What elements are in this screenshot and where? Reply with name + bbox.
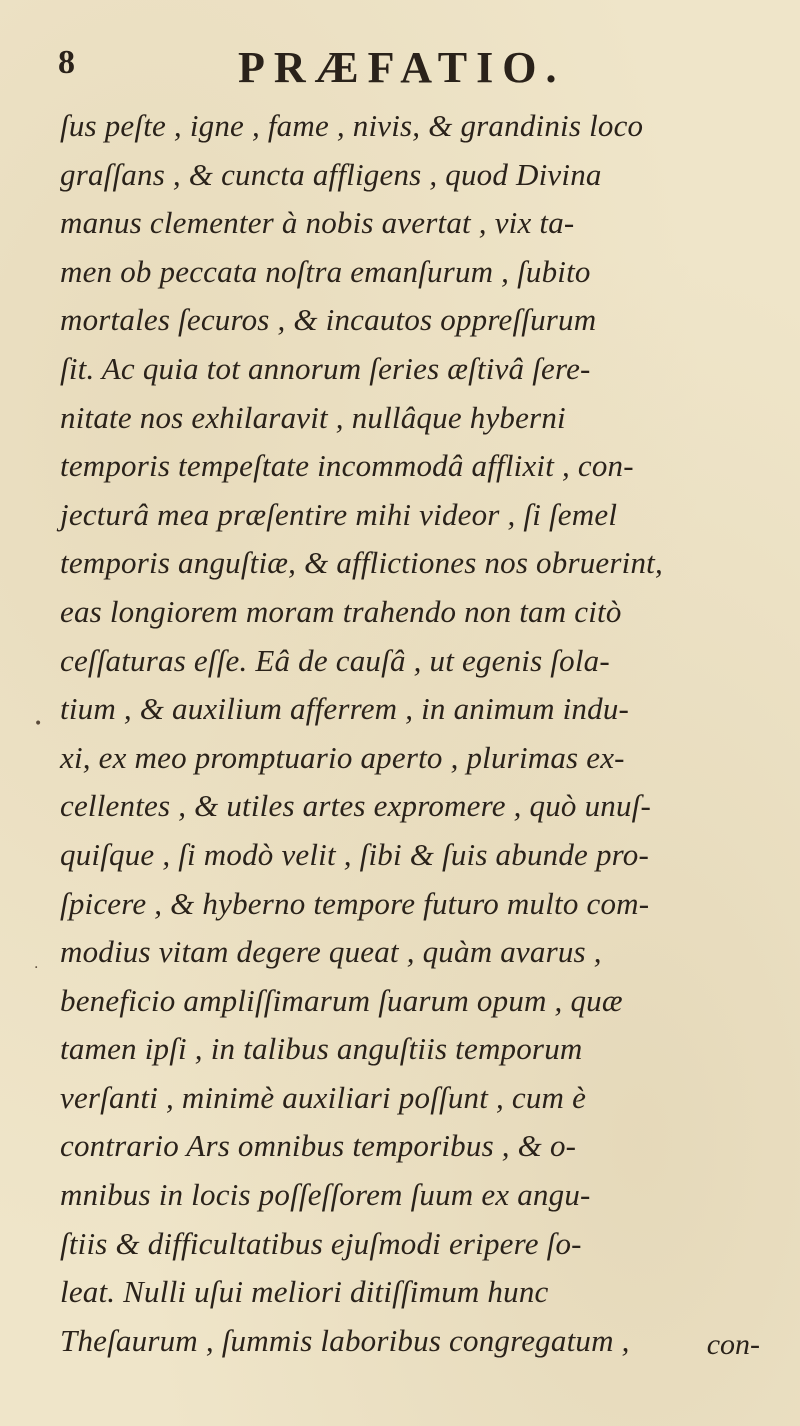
page-number: 8 xyxy=(58,44,76,81)
text-line: ſtiis & difficultatibus ejuſmodi eripere ſo- xyxy=(60,1225,582,1261)
text-line: quiſque , ſi modò velit , ſibi & ſuis abunde pro- xyxy=(60,836,649,872)
body-text xyxy=(60,102,800,1365)
text-line: manus clementer à nobis avertat , vix ta- xyxy=(60,205,575,241)
text-line: ſpicere , & hyberno tempore futuro multo com- xyxy=(60,885,650,921)
text-line: ceſſaturas eſſe. Eâ de cauſâ , ut egenis ſola- xyxy=(60,642,610,678)
margin-dot-mark: · xyxy=(34,960,39,976)
text-line: contrario Ars omnibus temporibus , & o- xyxy=(60,1128,577,1164)
text-line: cellentes , & utiles artes expromere , quò unuſ- xyxy=(60,788,652,824)
text-line: xi, ex meo promptuario aperto , plurimas ex- xyxy=(60,739,625,775)
text-line: verſanti , minimè auxiliari poſſunt , cum è xyxy=(60,1079,587,1115)
text-line: eas longiorem moram trahendo non tam citò xyxy=(60,593,622,629)
text-line: mnibus in locis poſſeſſorem ſuum ex angu- xyxy=(60,1177,591,1213)
text-line: temporis anguſtiæ, & afflictiones nos obruerint, xyxy=(60,545,663,581)
text-line: jecturâ mea præſentire mihi videor , ſi ſemel xyxy=(60,496,618,532)
text-line: mortales ſecuros , & incautos oppreſſurum xyxy=(60,302,597,338)
text-line: temporis tempeſtate incommodâ afflixit , con- xyxy=(60,448,634,484)
text-line: modius vitam degere queat , quàm avarus , xyxy=(60,934,602,970)
page-header xyxy=(58,36,760,96)
text-line: leat. Nulli uſui meliori ditiſſimum hunc xyxy=(60,1274,549,1310)
catchword: con- xyxy=(706,1328,760,1361)
text-line: ſus peſte , igne , fame , nivis, & grandinis loco xyxy=(60,108,644,143)
text-line: graſſans , & cuncta affligens , quod Divina xyxy=(60,156,602,192)
text-line: tium , & auxilium afferrem , in animum indu- xyxy=(60,691,630,727)
running-title: PRÆFATIO. xyxy=(238,43,566,92)
text-line: tamen ipſi , in talibus anguſtiis temporum xyxy=(60,1031,583,1067)
text-line: ſit. Ac quia tot annorum ſeries æſtivâ ſere- xyxy=(60,350,591,386)
text-line: Theſaurum , ſummis laboribus congregatum , xyxy=(60,1322,630,1358)
text-line: nitate nos exhilaravit , nullâque hyberni xyxy=(60,399,566,435)
margin-dot-mark: • xyxy=(34,716,43,732)
text-line: beneficio ampliſſimarum ſuarum opum , quæ xyxy=(60,982,623,1018)
text-line: men ob peccata noſtra emanſurum , ſubito xyxy=(60,253,591,289)
